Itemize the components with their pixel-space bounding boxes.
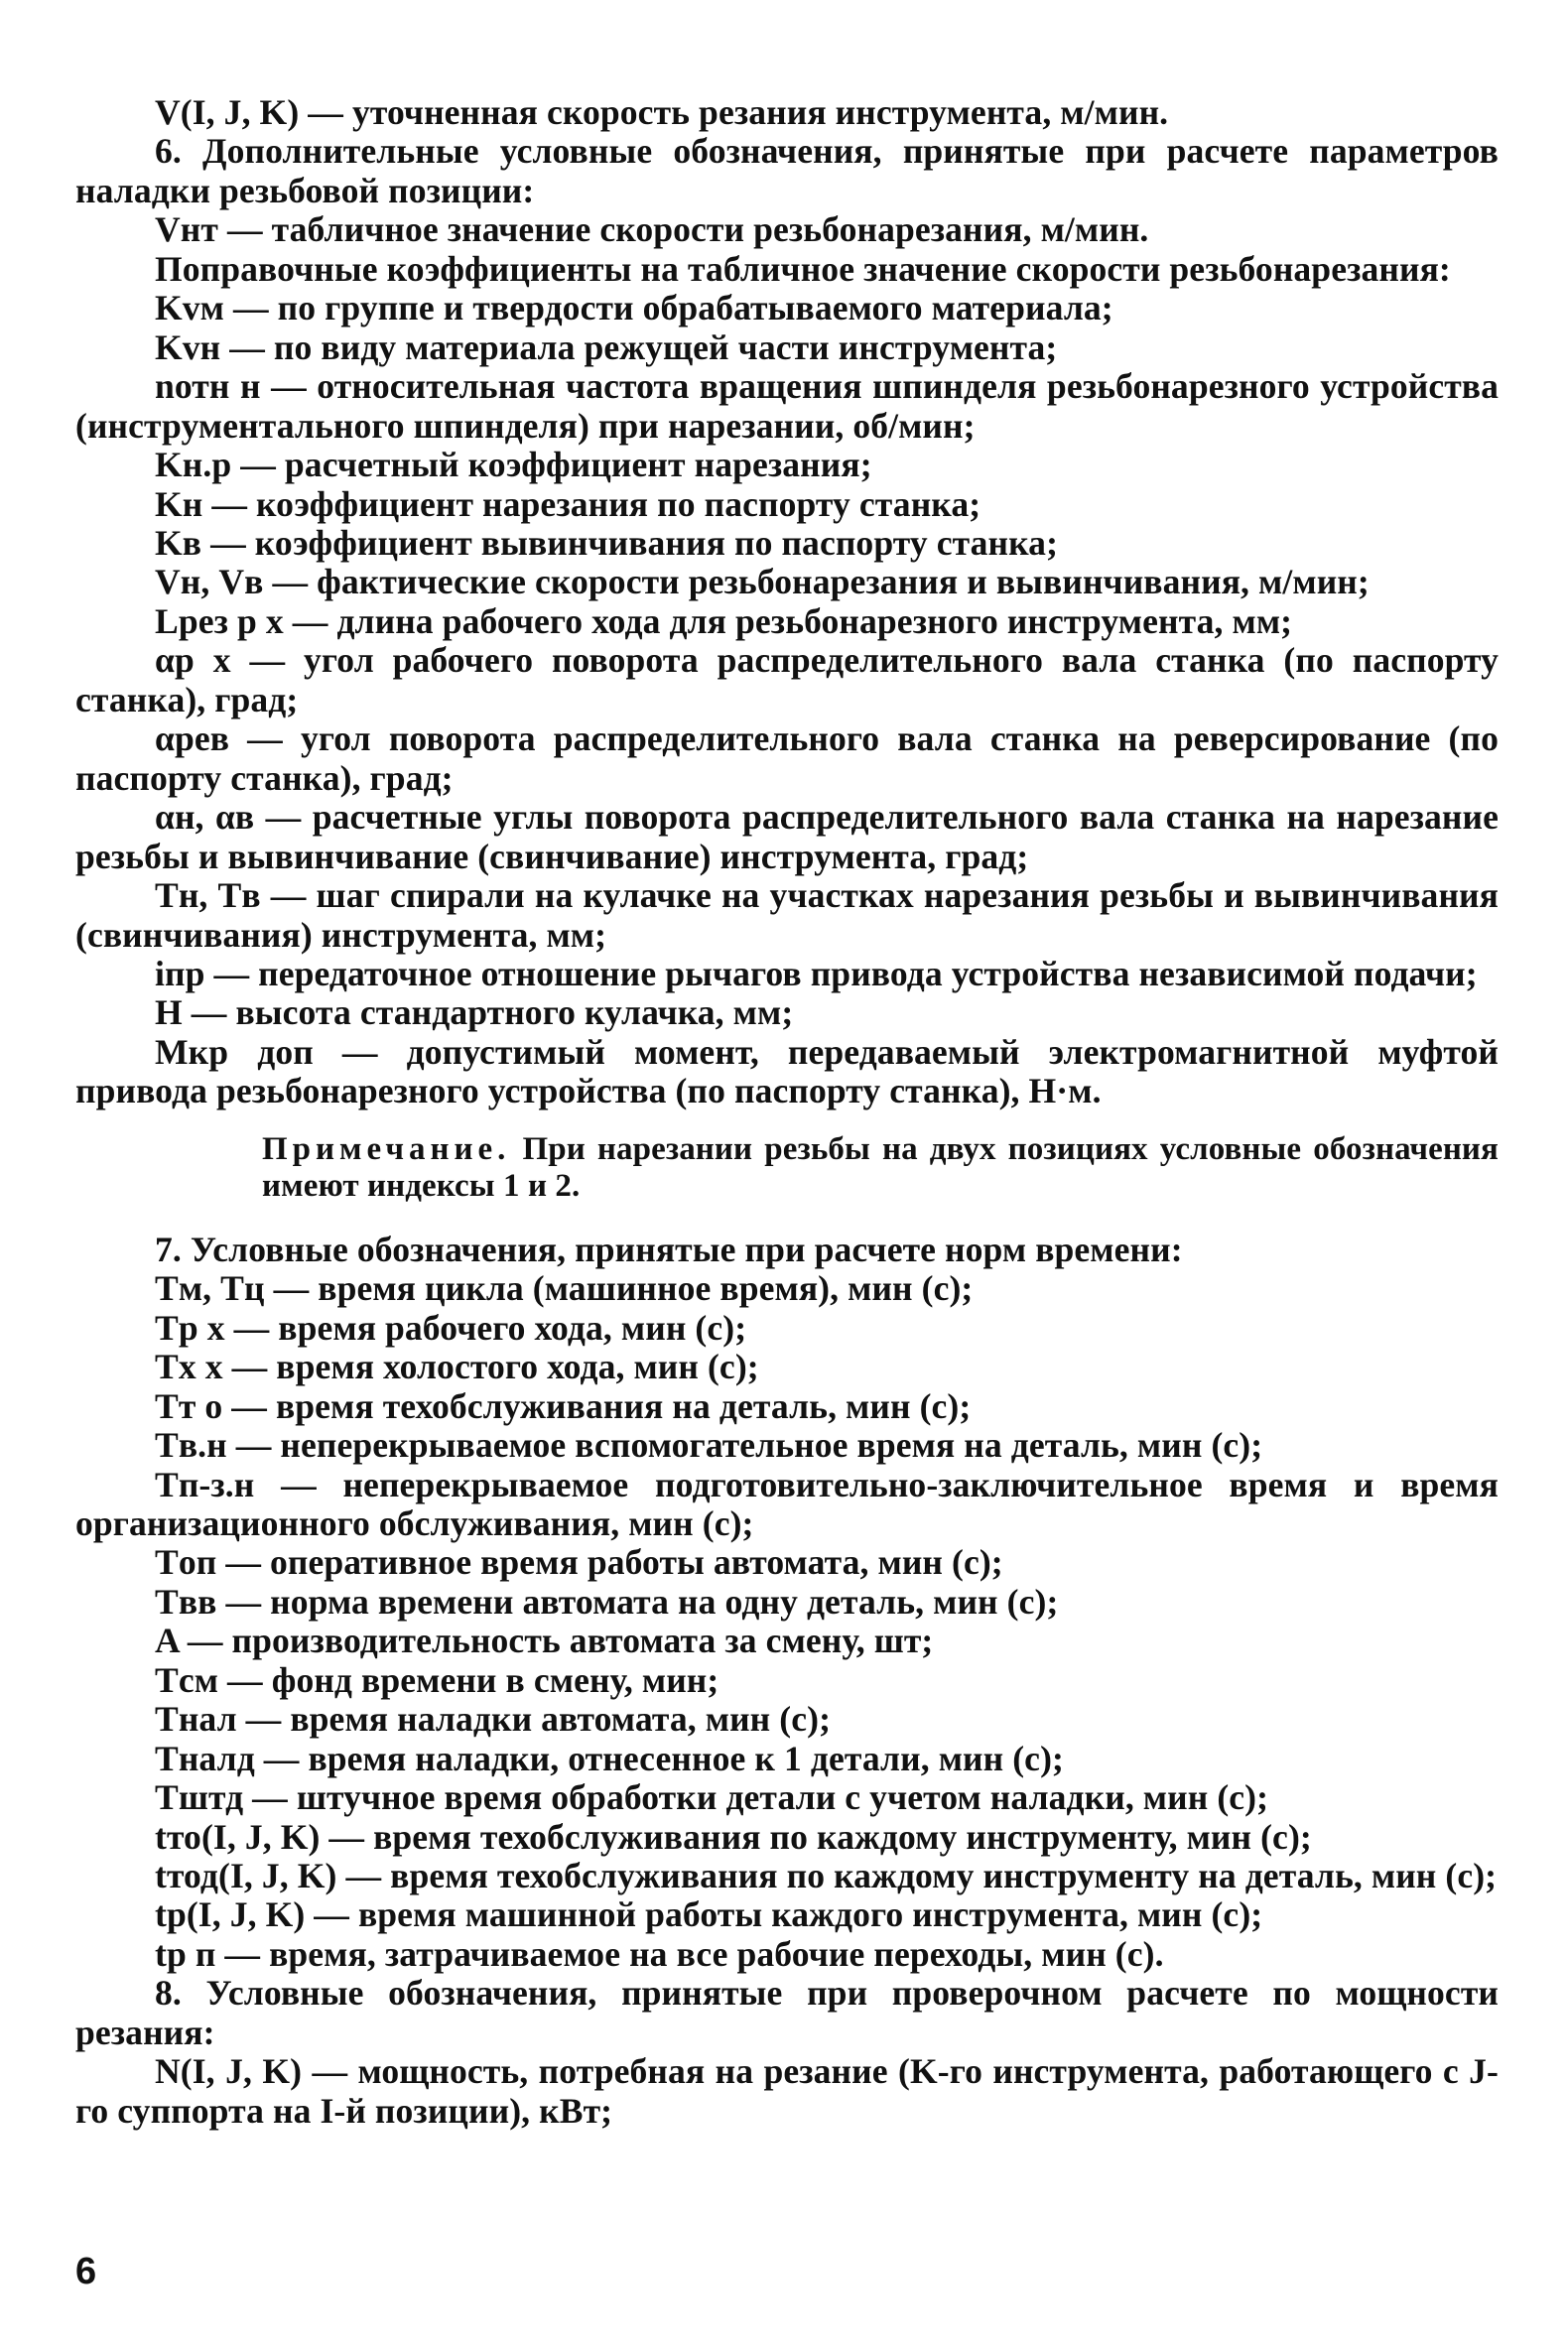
def-tx-x: Tх х — время холостого хода, мин (с); — [155, 1347, 759, 1387]
def-l-rez: Lрез р х — длина рабочего хода для резьбонарезного инструмента, мм; — [155, 600, 1293, 641]
note-text: При нарезании резьбы на двух позициях условные обозначения имеют индексы 1 и 2. — [262, 1130, 1499, 1204]
def-n-otn: nотн н — относительная частота вращения шпинделя резьбонарезного устройства (инструментального шпинделя) при нарезании, об/мин; — [75, 366, 1499, 446]
def-t-sht-d: Tштд — штучное время обработки детали с учетом наладки, мин (с); — [155, 1777, 1269, 1818]
def-kn: Kн — коэффициент нарезания по паспорту станка; — [155, 483, 981, 524]
def-tv-n: Tв.н — неперекрываемое вспомогательное время на деталь, мин (с); — [155, 1425, 1263, 1466]
def-alpha-rev: αрев — угол поворота распределительного вала станка на реверсирование (по паспорту станка), град; — [75, 718, 1499, 798]
def-tp-x: Tр х — время рабочего хода, мин (с); — [155, 1307, 747, 1348]
note-block — [262, 1131, 1499, 1205]
section-6-heading: 6. Дополнительные условные обозначения, принятые при расчете параметров наладки резьбовой позиции: — [75, 131, 1499, 210]
def-t-nal: Tнал — время наладки автомата, мин (с); — [155, 1699, 832, 1740]
correction-coefficients-heading: Поправочные коэффициенты на табличное значение скорости резьбонарезания: — [155, 248, 1451, 289]
def-a: A — производительность автомата за смену, шт; — [155, 1621, 934, 1661]
def-m-kr-dop: Mкр доп — допустимый момент, передаваемый электромагнитной муфтой привода резьбонарезного устройства (по паспорту станка), H·м. — [75, 1031, 1499, 1111]
def-h: H — высота стандартного кулачка, мм; — [155, 992, 794, 1033]
def-kvm: Kvм — по группе и твердости обрабатываемого материала; — [155, 288, 1113, 328]
def-t-sm: Tсм — фонд времени в смену, мин; — [155, 1659, 719, 1700]
def-t-p: tр(I, J, K) — время машинной работы каждого инструмента, мин (с); — [155, 1894, 1263, 1935]
def-tt-o: Tт о — время техобслуживания на деталь, мин (с); — [155, 1385, 972, 1426]
page-number: 6 — [75, 2251, 97, 2292]
def-t-op: Tоп — оперативное время работы автомата, мин (с); — [155, 1542, 1003, 1583]
def-vnt: Vнт — табличное значение скорости резьбонарезания, м/мин. — [155, 209, 1149, 250]
def-tp-z-n: Tп-з.н — неперекрываемое подготовительно-заключительное время и время организационного обслуживания, мин (с); — [75, 1464, 1499, 1543]
section-8-heading: 8. Условные обозначения, принятые при проверочном расчете по мощности резания: — [75, 1973, 1499, 2052]
def-n-ijk: N(I, J, K) — мощность, потребная на резание (K-го инструмента, работающего с J-го суппорта на I-й позиции), кВт; — [75, 2051, 1499, 2131]
def-tm-tc: Tм, Tц — время цикла (машинное время), мин (с); — [155, 1268, 974, 1309]
document-body — [75, 93, 1499, 2131]
def-t-tod: tтод(I, J, K) — время техобслуживания по каждому инструменту на деталь, мин (с); — [155, 1856, 1498, 1896]
line-v-ijk: V(I, J, K) — уточненная скорость резания инструмента, м/мин. — [155, 92, 1169, 132]
def-tn-tv: Tн, Tв — шаг спирали на кулачке на участках нарезания резьбы и вывинчивания (свинчивания) инструмента, мм; — [75, 875, 1499, 955]
def-kv: Kв — коэффициент вывинчивания по паспорту станка; — [155, 522, 1059, 563]
def-t-nal-d: Tналд — время наладки, отнесенное к 1 детали, мин (с); — [155, 1738, 1064, 1778]
def-t-vv: Tвв — норма времени автомата на одну деталь, мин (с); — [155, 1581, 1059, 1622]
def-alpha-px: αр х — угол рабочего поворота распределительного вала станка (по паспорту станка), град; — [75, 640, 1499, 719]
def-t-p-p: tр п — время, затрачиваемое на все рабочие переходы, мин (с). — [155, 1933, 1164, 1974]
note-label: Примечание. — [262, 1130, 511, 1167]
def-k-np: Kн.р — расчетный коэффициент нарезания; — [155, 445, 872, 485]
def-vn-vv: Vн, Vв — фактические скорости резьбонарезания и вывинчивания, м/мин; — [155, 562, 1370, 602]
def-kvn: Kvн — по виду материала режущей части инструмента; — [155, 326, 1058, 367]
def-t-to: tто(I, J, K) — время техобслуживания по каждому инструменту, мин (с); — [155, 1816, 1312, 1857]
def-i-pr: iпр — передаточное отношение рычагов привода устройства независимой подачи; — [155, 953, 1478, 993]
def-alpha-n-v: αн, αв — расчетные углы поворота распределительного вала станка на нарезание резьбы и вывинчивание (свинчивание) инструмента, град; — [75, 797, 1499, 876]
section-7-heading: 7. Условные обозначения, принятые при расчете норм времени: — [155, 1229, 1183, 1269]
